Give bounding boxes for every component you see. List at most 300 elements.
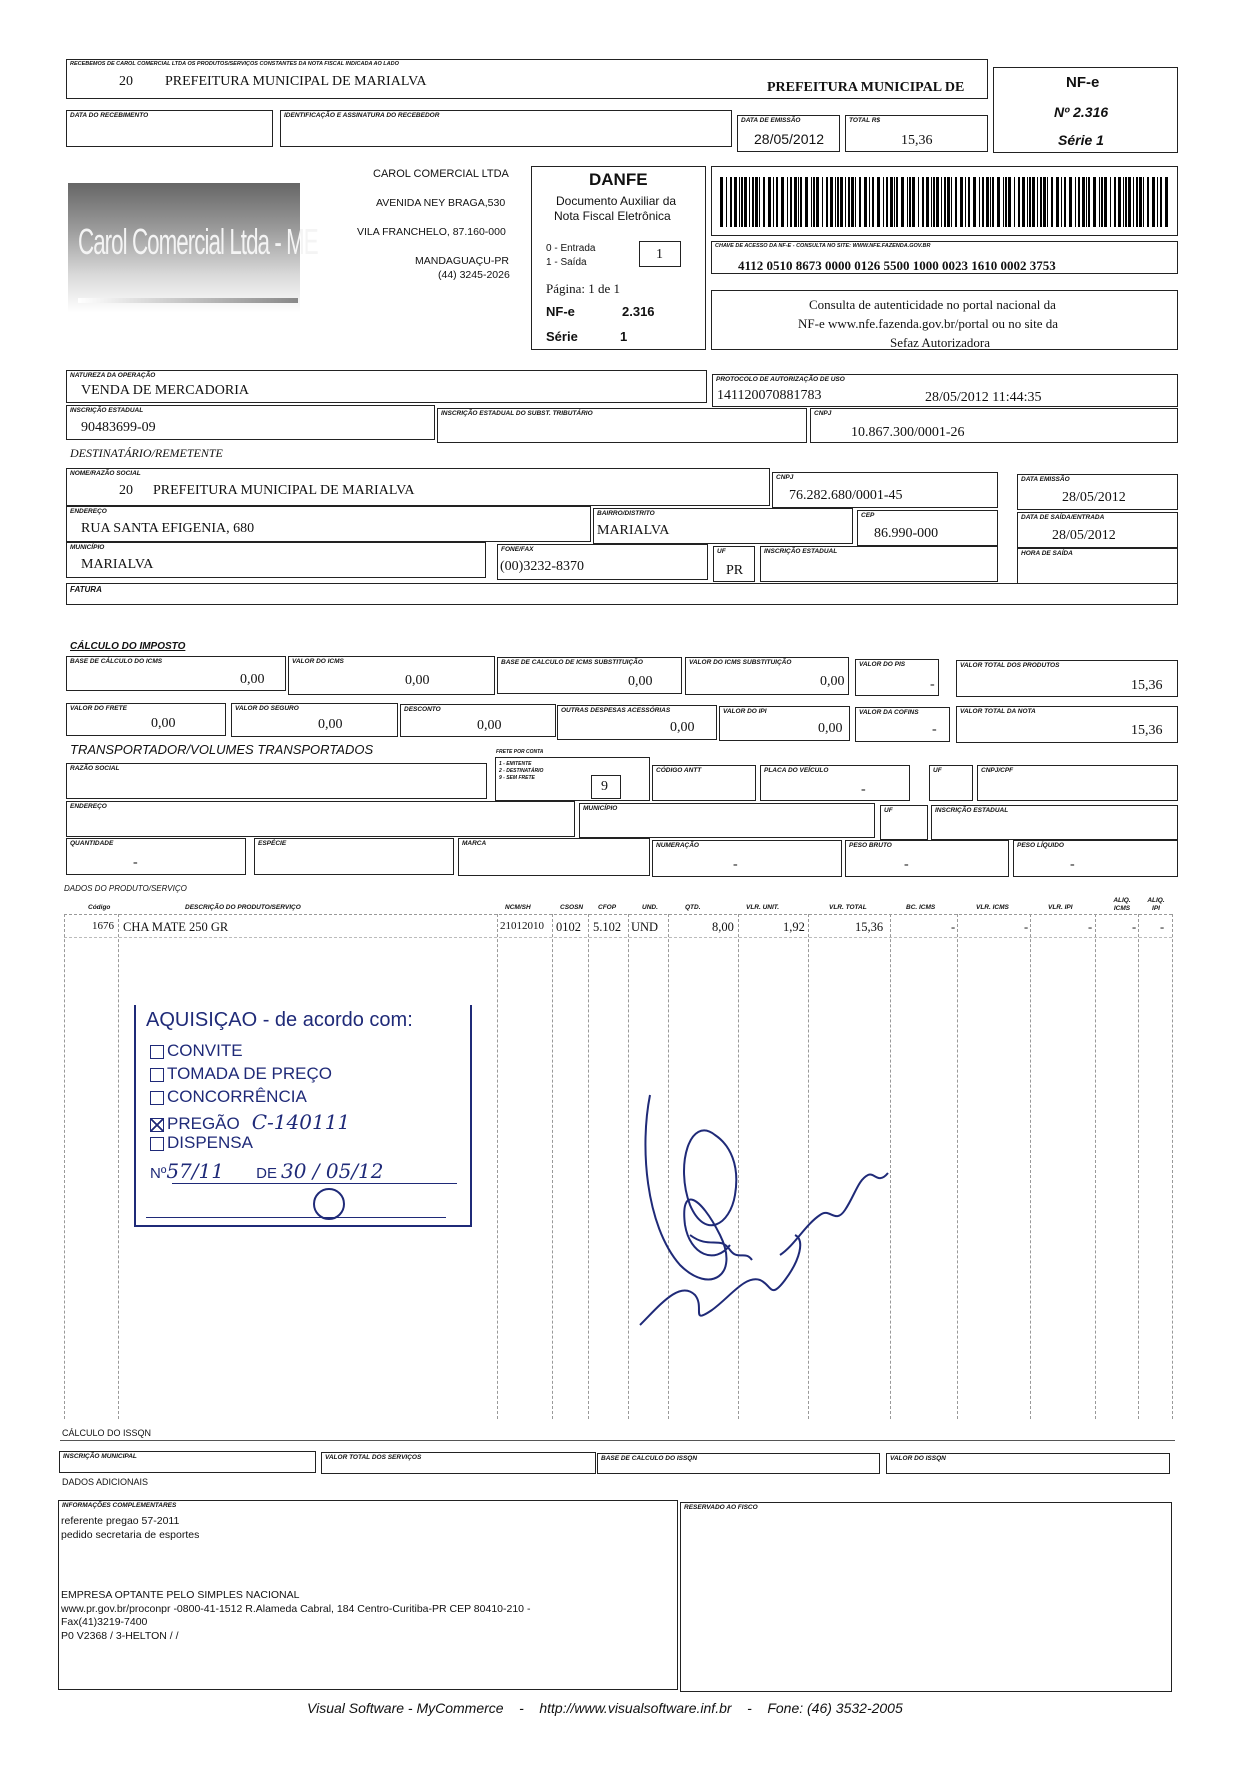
handwritten-signature xyxy=(620,1075,920,1375)
barcode-bar xyxy=(1160,177,1162,227)
barcode-bar xyxy=(837,177,839,227)
net-weight: - xyxy=(1070,857,1075,872)
pis: - xyxy=(930,677,935,692)
icms-st-box xyxy=(685,657,849,695)
row-ncm: 21012010 xyxy=(500,920,544,932)
cofins: - xyxy=(932,722,937,737)
services-total-box xyxy=(321,1452,596,1474)
barcode-bar xyxy=(741,177,743,227)
barcode-bar xyxy=(1008,177,1011,227)
antt-box xyxy=(652,765,756,801)
barcode-bar xyxy=(805,177,808,227)
barcode-bar xyxy=(851,177,854,227)
brand-box xyxy=(458,838,650,876)
stamp-underline xyxy=(172,1183,457,1184)
stub-nfe-box xyxy=(993,67,1178,153)
state-registration-box xyxy=(66,405,435,440)
icms: 0,00 xyxy=(405,673,430,688)
quantity: - xyxy=(133,855,138,870)
recipient-city-label: MUNICÍPIO xyxy=(70,544,105,551)
barcode-bar xyxy=(1118,177,1121,227)
consult-line3: Sefaz Autorizadora xyxy=(890,335,990,350)
recipient-section: DESTINATÁRIO/REMETENTE xyxy=(70,446,223,460)
row-code: 1676 xyxy=(92,920,114,932)
carrier-uf2-label: UF xyxy=(884,807,893,814)
icms-box xyxy=(288,656,495,695)
freight-opt3: 9 - SEM FRETE xyxy=(499,775,535,781)
col-divider xyxy=(497,914,498,1419)
carrier-uf-box xyxy=(929,765,973,801)
recipient-cep-label: CEP xyxy=(861,512,875,519)
col-divider xyxy=(1095,914,1096,1419)
barcode-bar xyxy=(855,177,856,227)
stamp-date-hand: 30 / 05/12 xyxy=(280,1159,384,1183)
col-cfop: CFOP xyxy=(598,904,617,911)
row-bc-icms: - xyxy=(951,920,956,934)
barcode-bar xyxy=(979,177,980,227)
barcode-box xyxy=(711,166,1178,236)
barcode-bar xyxy=(982,177,984,227)
emitter-name: CAROL COMERCIAL LTDA xyxy=(373,168,509,180)
state-registration-st-box xyxy=(437,408,807,443)
base-icms-label: BASE DE CÁLCULO DO ICMS xyxy=(70,658,163,665)
stub-total-box xyxy=(845,115,988,152)
barcode-bar xyxy=(1032,177,1035,227)
issqn-base-box xyxy=(597,1453,880,1474)
stamp-number-line: Nº57/11 DE 30 / 05/12 xyxy=(150,1159,384,1183)
stamp-underline xyxy=(146,1217,446,1218)
carrier-ie-label: INSCRIÇÃO ESTADUAL xyxy=(935,807,1009,814)
info-line: EMPRESA OPTANTE PELO SIMPLES NACIONAL xyxy=(61,1589,300,1601)
carrier-uf-label: UF xyxy=(933,767,942,774)
barcode-graphic xyxy=(720,177,1170,227)
row-aliq-ipi: - xyxy=(1160,920,1165,934)
services-total-label: VALOR TOTAL DOS SERVIÇOS xyxy=(325,1454,422,1461)
info-line: Fax(41)3219-7400 xyxy=(61,1616,148,1628)
recipient-exit-label: DATA DE SAÍDA/ENTRADA xyxy=(1021,514,1105,521)
barcode-bar xyxy=(997,177,1000,227)
discount-box xyxy=(400,704,556,737)
col-unit-price: VLR. UNIT. xyxy=(746,904,780,911)
barcode-bar xyxy=(734,177,737,227)
barcode-bar xyxy=(1133,177,1134,227)
nature-box xyxy=(66,370,707,403)
barcode-bar xyxy=(1128,177,1131,227)
plate-value: - xyxy=(861,782,866,797)
barcode-bar xyxy=(826,177,828,227)
base-st-label: BASE DE CALCULO DE ICMS SUBSTITUIÇÃO xyxy=(501,659,643,666)
col-divider xyxy=(1030,914,1031,1419)
col-aliq-ipi: ALIQ. IPI xyxy=(1147,897,1165,912)
numbering-box xyxy=(652,840,842,877)
receipt-signature-box xyxy=(280,110,732,147)
base-icms: 0,00 xyxy=(240,672,265,687)
emitter-cnpj-value: 10.867.300/0001-26 xyxy=(851,425,965,440)
carrier-cnpj-box xyxy=(977,765,1178,801)
freight-opt2: 2 - DESTINATÁRIO xyxy=(499,768,544,774)
icms-st: 0,00 xyxy=(820,674,845,689)
consult-box xyxy=(711,290,1178,350)
barcode-bar xyxy=(1061,177,1062,227)
danfe-page: Página: 1 de 1 xyxy=(546,281,621,296)
issqn-value-label: VALOR DO ISSQN xyxy=(890,1455,946,1462)
barcode-bar xyxy=(845,177,846,227)
base-icms-box xyxy=(66,656,286,691)
barcode-bar xyxy=(781,177,784,227)
total-note: 15,36 xyxy=(1131,723,1163,738)
access-key-value: 4112 0510 8673 0000 0126 5500 1000 0023 1610 0002 3753 xyxy=(738,258,1056,273)
col-ipi: VLR. IPI xyxy=(1048,904,1073,911)
pis-label: VALOR DO PIS xyxy=(859,661,906,668)
emitter-city: MANDAGUAÇU-PR xyxy=(415,255,509,267)
col-divider xyxy=(552,914,553,1419)
reserved-fisco-label: RESERVADO AO FISCO xyxy=(684,1504,758,1511)
stamp-opt4: PREGÃO C-140111 xyxy=(150,1110,350,1134)
barcode-bar xyxy=(1099,177,1100,227)
row-icms: - xyxy=(1024,920,1029,934)
col-divider xyxy=(957,914,958,1419)
stub-total-label: TOTAL R$ xyxy=(849,117,881,124)
info-line: referente pregao 57-2011 xyxy=(61,1515,180,1527)
stub-total: 15,36 xyxy=(901,133,933,148)
info-line: pedido secretaria de esportes xyxy=(61,1528,200,1541)
recipient-name: PREFEITURA MUNICIPAL DE MARIALVA xyxy=(153,483,415,498)
issqn-base-label: BASE DE CALCULO DO ISSQN xyxy=(601,1455,698,1462)
barcode-bar xyxy=(749,177,750,227)
barcode-bar xyxy=(859,177,861,227)
barcode-bar xyxy=(755,177,758,227)
barcode-bar xyxy=(1018,177,1020,227)
barcode-bar xyxy=(768,177,771,227)
freight-box xyxy=(66,703,226,736)
stamp-initials xyxy=(313,1188,345,1220)
row-aliq-icms: - xyxy=(1132,920,1137,934)
barcode-bar xyxy=(941,177,942,227)
state-registration-st-label: INSCRIÇÃO ESTADUAL DO SUBST. TRIBUTÁRIO xyxy=(441,410,593,417)
receipt-signature-label: IDENTIFICAÇÃO E ASSINATURA DO RECEBEDOR xyxy=(284,112,440,119)
barcode-bar xyxy=(1123,177,1124,227)
carrier-cnpj-label: CNPJ/CPF xyxy=(981,767,1014,774)
plate-label: PLACA DO VEÍCULO xyxy=(764,767,829,774)
col-divider xyxy=(588,914,589,1419)
barcode-bar xyxy=(960,177,963,227)
recipient-address-label: ENDEREÇO xyxy=(70,508,107,515)
state-registration-label: INSCRIÇÃO ESTADUAL xyxy=(70,407,144,414)
insurance-label: VALOR DO SEGURO xyxy=(235,705,299,712)
col-unit: UND. xyxy=(642,904,658,911)
col-bc-icms: BC. ICMS xyxy=(906,904,936,911)
stub-issue-date: 28/05/2012 xyxy=(754,131,825,147)
barcode-bar xyxy=(872,177,874,227)
barcode-bar xyxy=(894,177,895,227)
freight-mode-value: 9 xyxy=(601,779,608,794)
freight-opt1: 1 - EMITENTE xyxy=(499,761,532,767)
receipt-stub-box xyxy=(66,59,988,99)
total-products: 15,36 xyxy=(1131,678,1163,693)
row-cfop: 5.102 xyxy=(593,920,622,934)
carrier-address-label: ENDEREÇO xyxy=(70,803,107,810)
barcode-bar xyxy=(739,177,740,227)
row-divider xyxy=(64,937,1172,938)
barcode-bar xyxy=(1152,177,1155,227)
barcode-bar xyxy=(816,177,819,227)
barcode-bar xyxy=(883,177,884,227)
barcode-bar xyxy=(968,177,970,227)
col-desc: DESCRIÇÃO DO PRODUTO/SERVIÇO xyxy=(185,904,301,911)
barcode-bar xyxy=(947,177,950,227)
barcode-bar xyxy=(763,177,765,227)
barcode-bar xyxy=(1003,177,1004,227)
carrier-address-box xyxy=(66,801,575,837)
emitter-logo-bar xyxy=(78,298,298,303)
icms-label: VALOR DO ICMS xyxy=(292,658,344,665)
receipt-date-label: DATA DO RECEBIMENTO xyxy=(70,112,149,119)
transport-section: TRANSPORTADOR/VOLUMES TRANSPORTADOS xyxy=(70,742,374,757)
barcode-bar xyxy=(1014,177,1015,227)
emitter-logo xyxy=(68,183,318,313)
net-weight-label: PESO LÍQUIDO xyxy=(1017,842,1064,849)
cofins-label: VALOR DA COFINS xyxy=(859,709,919,716)
barcode-bar xyxy=(1125,177,1127,227)
carrier-name-label: RAZÃO SOCIAL xyxy=(70,765,120,772)
col-divider xyxy=(1172,914,1173,1419)
barcode-bar xyxy=(1147,177,1149,227)
barcode-bar xyxy=(951,177,952,227)
barcode-bar xyxy=(1056,177,1059,227)
barcode-bar xyxy=(1104,177,1107,227)
barcode-bar xyxy=(790,177,792,227)
recipient-uf-label: UF xyxy=(717,548,726,555)
barcode-bar xyxy=(869,177,870,227)
barcode-bar xyxy=(798,177,799,227)
recipient-ie-label: INSCRIÇÃO ESTADUAL xyxy=(764,548,838,555)
total-note-label: VALOR TOTAL DA NOTA xyxy=(960,708,1036,715)
gross-weight-box xyxy=(845,840,1009,877)
checkbox-icon xyxy=(150,1045,164,1059)
acquisition-stamp xyxy=(134,1005,472,1227)
col-total: VLR. TOTAL xyxy=(829,904,867,911)
recipient-address-box xyxy=(66,506,591,542)
barcode-bar xyxy=(1040,177,1042,227)
danfe-title: DANFE xyxy=(589,170,648,189)
protocol-label: PROTOCOLO DE AUTORIZAÇÃO DE USO xyxy=(716,376,845,383)
recipient-issue-label: DATA EMISSÃO xyxy=(1021,476,1070,483)
access-key-box xyxy=(711,241,1178,274)
pis-box xyxy=(855,659,939,696)
info-line: P0 V2368 / 3-HELTON / / xyxy=(61,1629,179,1642)
barcode-bar xyxy=(1075,177,1076,227)
danfe-type-value: 1 xyxy=(656,247,663,262)
stamp-title: AQUISIÇAO - de acordo com: xyxy=(146,1009,413,1031)
barcode-bar xyxy=(992,177,994,227)
complementary-info-label: INFORMAÇÕES COMPLEMENTARES xyxy=(62,1502,177,1509)
col-divider xyxy=(1138,914,1139,1419)
invoice-box xyxy=(66,583,1178,605)
ipi: 0,00 xyxy=(818,721,843,736)
other-expenses: 0,00 xyxy=(670,720,695,735)
barcode-bar xyxy=(933,177,935,227)
base-st: 0,00 xyxy=(628,674,653,689)
barcode-bar xyxy=(1093,177,1096,227)
protocol-box xyxy=(712,374,1178,407)
complementary-info-lines-2 xyxy=(61,1589,530,1643)
municipal-registration-label: INSCRIÇÃO MUNICIPAL xyxy=(63,1453,137,1460)
carrier-name-box xyxy=(66,763,487,799)
barcode-bar xyxy=(759,177,760,227)
danfe-box xyxy=(531,166,706,350)
species-label: ESPÉCIE xyxy=(258,840,287,847)
barcode-bar xyxy=(1110,177,1111,227)
barcode-bar xyxy=(922,177,924,227)
barcode-bar xyxy=(1078,177,1080,227)
barcode-bar xyxy=(907,177,908,227)
emitter-cnpj-label: CNPJ xyxy=(814,410,832,417)
stub-nfe-series: Série 1 xyxy=(1058,132,1104,148)
recipient-district: MARIALVA xyxy=(597,523,670,538)
stamp-opt3: CONCORRÊNCIA xyxy=(150,1087,307,1107)
col-ncm: NCM/SH xyxy=(505,904,531,911)
recipient-cnpj-box xyxy=(772,472,998,508)
recipient-cnpj: 76.282.680/0001-45 xyxy=(789,488,903,503)
checkbox-icon xyxy=(150,1137,164,1151)
consult-line1: Consulta de autenticidade no portal nacional da xyxy=(809,297,1056,312)
total-products-label: VALOR TOTAL DOS PRODUTOS xyxy=(960,662,1060,669)
barcode-bar xyxy=(912,177,915,227)
danfe-entrada: 0 - Entrada xyxy=(546,243,596,254)
discount-label: DESCONTO xyxy=(404,706,441,713)
danfe-line1: Documento Auxiliar da xyxy=(556,194,677,208)
barcode-bar xyxy=(1027,177,1028,227)
carrier-city-label: MUNICÍPIO xyxy=(583,805,618,812)
recipient-district-label: BAIRRO/DISTRITO xyxy=(597,510,655,517)
stub-issue-date-box xyxy=(737,115,840,152)
other-expenses-label: OUTRAS DESPESAS ACESSÓRIAS xyxy=(561,707,671,714)
barcode-bar xyxy=(973,177,976,227)
cofins-box xyxy=(855,707,950,742)
barcode-bar xyxy=(1037,177,1038,227)
stamp-opt2: TOMADA DE PREÇO xyxy=(150,1064,332,1084)
barcode-bar xyxy=(1082,177,1085,227)
barcode-bar xyxy=(926,177,929,227)
danfe-type-box xyxy=(639,241,681,267)
other-expenses-box xyxy=(557,705,717,740)
stamp-opt1: CONVITE xyxy=(150,1041,243,1061)
row-divider xyxy=(64,914,1172,915)
antt-label: CÓDIGO ANTT xyxy=(656,767,702,774)
col-csosn: CSOSN xyxy=(560,904,584,911)
barcode-bar xyxy=(1086,177,1087,227)
barcode-bar xyxy=(965,177,966,227)
barcode-bar xyxy=(990,177,991,227)
receipt-client-name: PREFEITURA MUNICIPAL DE MARIALVA xyxy=(165,74,427,89)
barcode-bar xyxy=(890,177,893,227)
row-ipi: - xyxy=(1088,920,1093,934)
recipient-code: 20 xyxy=(119,483,133,498)
recipient-city: MARIALVA xyxy=(81,557,154,572)
issqn-section: CÁLCULO DO ISSQN xyxy=(62,1428,152,1438)
carrier-uf2-box xyxy=(880,805,928,840)
freight-mode-label: FRETE POR CONTA xyxy=(496,749,544,755)
freight: 0,00 xyxy=(151,716,176,731)
danfe-saida: 1 - Saída xyxy=(546,257,587,268)
carrier-city-box xyxy=(579,803,875,838)
danfe-serie-value: 1 xyxy=(620,329,628,344)
invoice-label: FATURA xyxy=(70,585,102,594)
barcode-bar xyxy=(1047,177,1048,227)
stub-issue-date-label: DATA DE EMISSÃO xyxy=(741,117,801,124)
recipient-exit: 28/05/2012 xyxy=(1052,528,1116,543)
barcode-bar xyxy=(1101,177,1103,227)
barcode-bar xyxy=(1165,177,1168,227)
barcode-bar xyxy=(840,177,843,227)
recipient-address: RUA SANTA EFIGENIA, 680 xyxy=(81,521,255,536)
numbering-label: NUMERAÇÃO xyxy=(656,842,699,849)
col-aliq-icms: ALIQ. ICMS xyxy=(1113,897,1131,912)
consult-line2: NF-e www.nfe.fazenda.gov.br/portal ou no site da xyxy=(798,316,1059,331)
barcode-bar xyxy=(752,177,754,227)
freight-label: VALOR DO FRETE xyxy=(70,705,127,712)
plate-box xyxy=(760,765,910,801)
issqn-divider xyxy=(60,1440,1175,1441)
stub-nfe-number: Nº 2.316 xyxy=(1054,104,1109,120)
receipt-client-code: 20 xyxy=(119,74,133,89)
gross-weight: - xyxy=(904,857,909,872)
barcode-bar xyxy=(1139,177,1142,227)
barcode-bar xyxy=(744,177,747,227)
discount: 0,00 xyxy=(477,718,502,733)
col-divider xyxy=(64,914,65,1419)
danfe-serie-label: Série xyxy=(546,329,578,344)
barcode-bar xyxy=(1064,177,1066,227)
barcode-bar xyxy=(1069,177,1072,227)
emitter-logo-text: Carol Comercial Ltda - ME xyxy=(78,221,318,262)
col-qty: QTD. xyxy=(685,904,701,911)
barcode-bar xyxy=(936,177,939,227)
checkbox-icon xyxy=(150,1068,164,1082)
barcode-bar xyxy=(1051,177,1053,227)
numbering: - xyxy=(733,857,738,872)
barcode-bar xyxy=(848,177,850,227)
barcode-bar xyxy=(1022,177,1025,227)
net-weight-box xyxy=(1013,840,1178,877)
ipi-box xyxy=(719,706,850,741)
access-key-label: CHAVE DE ACESSO DA NF-E - CONSULTA NO SITE: WWW.NFE.FAZENDA.GOV.BR xyxy=(715,243,931,249)
barcode-bar xyxy=(918,177,919,227)
barcode-bar xyxy=(901,177,904,227)
recipient-district-box xyxy=(593,508,853,544)
municipal-registration-box xyxy=(59,1451,316,1473)
barcode-bar xyxy=(822,177,823,227)
complementary-info-lines xyxy=(61,1515,199,1542)
col-divider xyxy=(118,914,119,1419)
receipt-client-name-short: PREFEITURA MUNICIPAL DE xyxy=(767,80,965,95)
danfe-nfe-value: 2.316 xyxy=(622,304,655,319)
barcode-bar xyxy=(864,177,867,227)
protocol-value: 141120070881783 xyxy=(717,388,822,403)
total-products-box xyxy=(956,660,1178,697)
barcode-bar xyxy=(931,177,932,227)
recipient-phone: (00)3232-8370 xyxy=(500,559,584,574)
barcode-bar xyxy=(909,177,911,227)
recipient-name-label: NOME/RAZÃO SOCIAL xyxy=(70,470,141,477)
danfe-line2: Nota Fiscal Eletrônica xyxy=(554,209,671,223)
checkbox-icon xyxy=(150,1091,164,1105)
recipient-cnpj-label: CNPJ xyxy=(776,474,794,481)
barcode-bar xyxy=(955,177,957,227)
barcode-bar xyxy=(830,177,833,227)
issqn-value-box xyxy=(886,1453,1170,1474)
recipient-city-box xyxy=(66,542,486,578)
